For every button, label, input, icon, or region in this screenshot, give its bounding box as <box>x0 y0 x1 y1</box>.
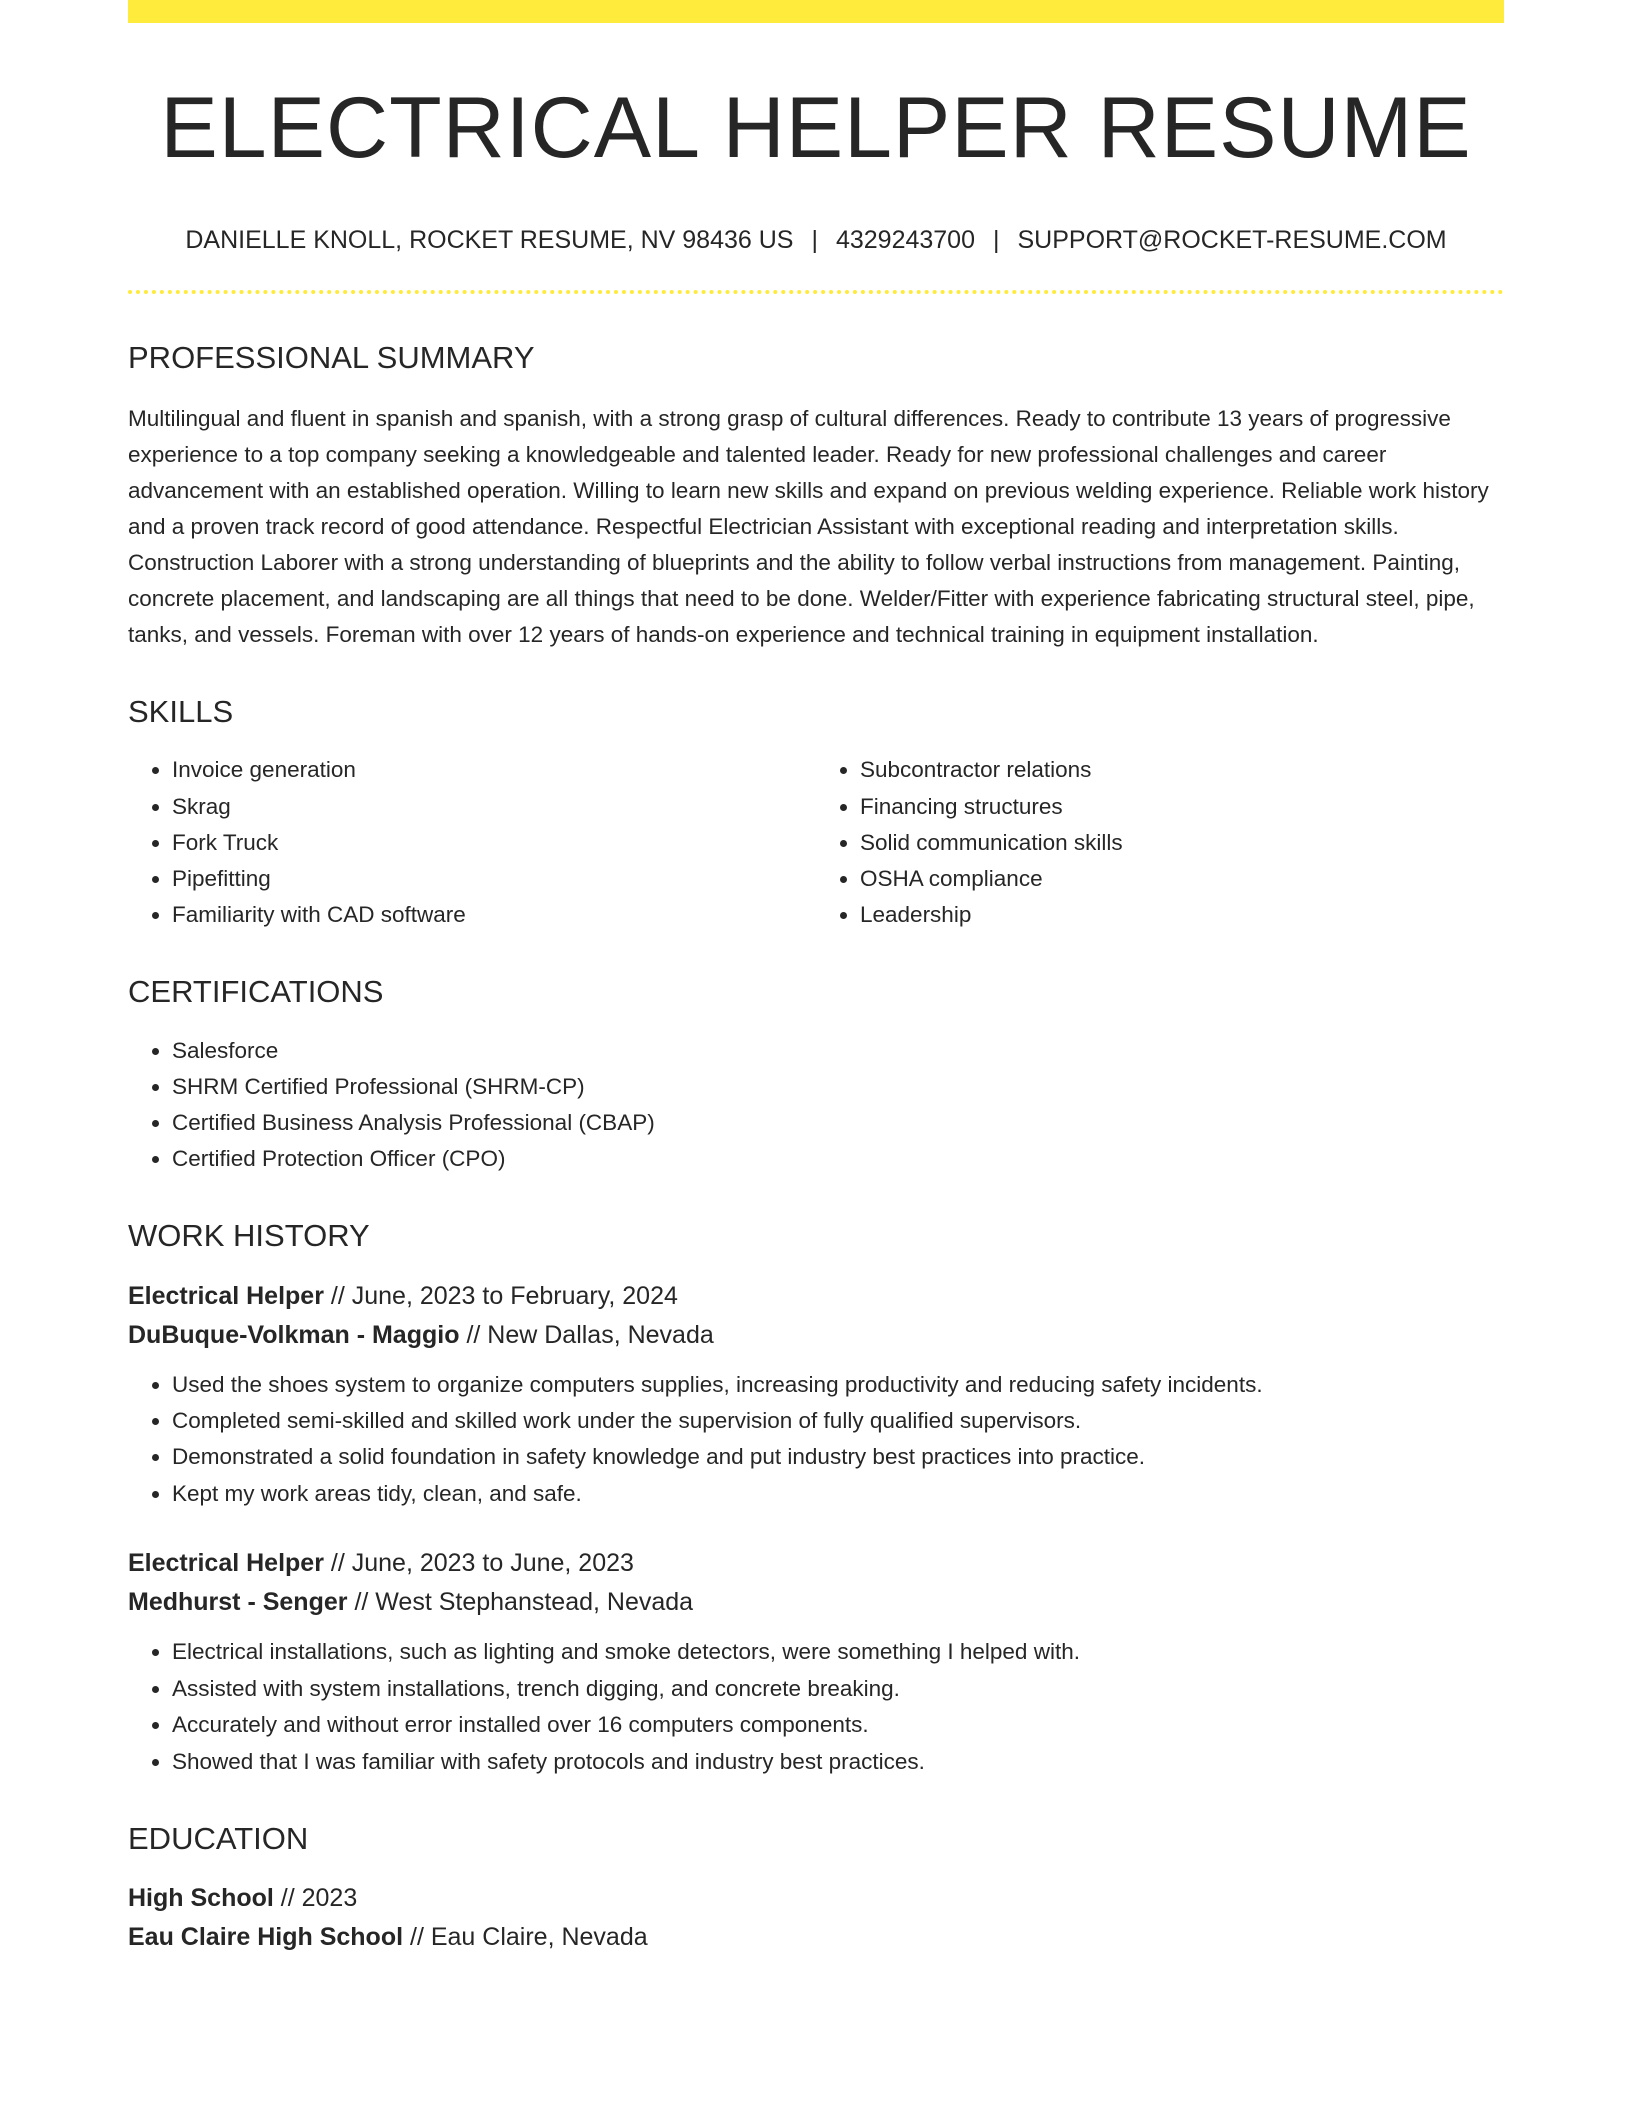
certification-item: • SHRM Certified Professional (SHRM-CP) <box>172 1069 1504 1105</box>
education-degree-line <box>128 1879 1504 1918</box>
job-entry <box>128 1544 1504 1780</box>
contact-separator: | <box>993 225 1000 254</box>
certification-item: • Certified Protection Officer (CPO) <box>172 1141 1504 1177</box>
education-year: // 2023 <box>280 1884 358 1913</box>
education-heading: EDUCATION <box>128 1820 309 1856</box>
dotted-divider <box>128 290 1504 294</box>
certifications-list <box>128 1033 1504 1178</box>
education-degree: High School <box>128 1884 274 1913</box>
job-bullet: • Completed semi-skilled and skilled work under the supervision of fully qualified supervisors. <box>172 1403 1504 1439</box>
job-entry <box>128 1277 1504 1513</box>
job-dates: // June, 2023 to June, 2023 <box>330 1549 634 1578</box>
skill-item: • Familiarity with CAD software <box>172 897 816 933</box>
certifications-heading: CERTIFICATIONS <box>128 974 384 1010</box>
education-entry <box>128 1879 1504 1957</box>
job-bullet: • Electrical installations, such as lighting and smoke detectors, were something I helped with. <box>172 1634 1504 1670</box>
skill-item: • Solid communication skills <box>860 825 1504 861</box>
contact-name-address: DANIELLE KNOLL, ROCKET RESUME, NV 98436 US <box>185 225 794 254</box>
job-bullet: • Accurately and without error installed over 16 computers components. <box>172 1707 1504 1743</box>
job-company-line <box>128 1583 1504 1622</box>
job-bullets <box>128 1634 1504 1780</box>
job-title: Electrical Helper <box>128 1281 324 1310</box>
job-location: // West Stephanstead, Nevada <box>354 1588 694 1617</box>
job-bullet: • Demonstrated a solid foundation in safety knowledge and put industry best practices into practice. <box>172 1439 1504 1475</box>
summary-text: Multilingual and fluent in spanish and spanish, with a strong grasp of cultural differences. Ready to contribute 13 years of progressive experience to a top company seeking a knowledgeable and talented leader. Ready for new professional challenges and career advancement with an established operation. Willing to learn new skills and expand on previous welding experience. Reliable work history and a proven track record of good attendance. Respectful Electrician Assistant with exceptional reading and interpretation skills. Construction Laborer with a strong understanding of blueprints and the ability to follow verbal instructions from management. Painting, concrete placement, and landscaping are all things that need to be done. Welder/Fitter with experience fabricating structural steel, pipe, tanks, and vessels. Foreman with over 12 years of hands-on experience and technical training in equipment installation. <box>128 406 1489 648</box>
contact-phone: 4329243700 <box>835 225 975 254</box>
skill-item: • Leadership <box>860 897 1504 933</box>
job-company: Medhurst - Senger <box>128 1588 348 1617</box>
skill-item: • OSHA compliance <box>860 861 1504 897</box>
skill-item: • Financing structures <box>860 789 1504 825</box>
job-bullet: • Assisted with system installations, trench digging, and concrete breaking. <box>172 1671 1504 1707</box>
job-bullet: • Showed that I was familiar with safety protocols and industry best practices. <box>172 1744 1504 1780</box>
resume-page <box>128 0 1504 1957</box>
contact-email: SUPPORT@ROCKET-RESUME.COM <box>1017 225 1447 254</box>
skills-column-right <box>816 752 1504 933</box>
resume-title: ELECTRICAL HELPER RESUME <box>160 80 1472 176</box>
job-bullets <box>128 1367 1504 1513</box>
skill-item: • Subcontractor relations <box>860 752 1504 788</box>
skills-heading: SKILLS <box>128 694 234 730</box>
certification-item: • Certified Business Analysis Professional (CBAP) <box>172 1105 1504 1141</box>
education-school-line <box>128 1918 1504 1957</box>
skills-list <box>128 730 1504 933</box>
skill-item: • Invoice generation <box>172 752 816 788</box>
job-company: DuBuque-Volkman - Maggio <box>128 1320 460 1349</box>
certification-item: • Salesforce <box>172 1033 1504 1069</box>
job-title: Electrical Helper <box>128 1549 324 1578</box>
education-school: Eau Claire High School <box>128 1923 404 1952</box>
contact-line <box>128 224 1504 257</box>
job-bullet: • Used the shoes system to organize computers supplies, increasing productivity and reducing safety incidents. <box>172 1367 1504 1403</box>
job-title-line <box>128 1277 1504 1316</box>
education-location: // Eau Claire, Nevada <box>410 1923 648 1952</box>
job-title-line <box>128 1544 1504 1583</box>
accent-bar <box>128 0 1504 23</box>
summary-heading: PROFESSIONAL SUMMARY <box>128 340 535 376</box>
job-bullet: • Kept my work areas tidy, clean, and safe. <box>172 1476 1504 1512</box>
skill-item: • Skrag <box>172 789 816 825</box>
skills-column-left <box>128 752 816 933</box>
contact-separator: | <box>811 225 818 254</box>
job-company-line <box>128 1316 1504 1355</box>
skill-item: • Pipefitting <box>172 861 816 897</box>
skill-item: • Fork Truck <box>172 825 816 861</box>
job-location: // New Dallas, Nevada <box>466 1320 714 1349</box>
work-history-heading: WORK HISTORY <box>128 1218 370 1254</box>
job-dates: // June, 2023 to February, 2024 <box>330 1281 678 1310</box>
